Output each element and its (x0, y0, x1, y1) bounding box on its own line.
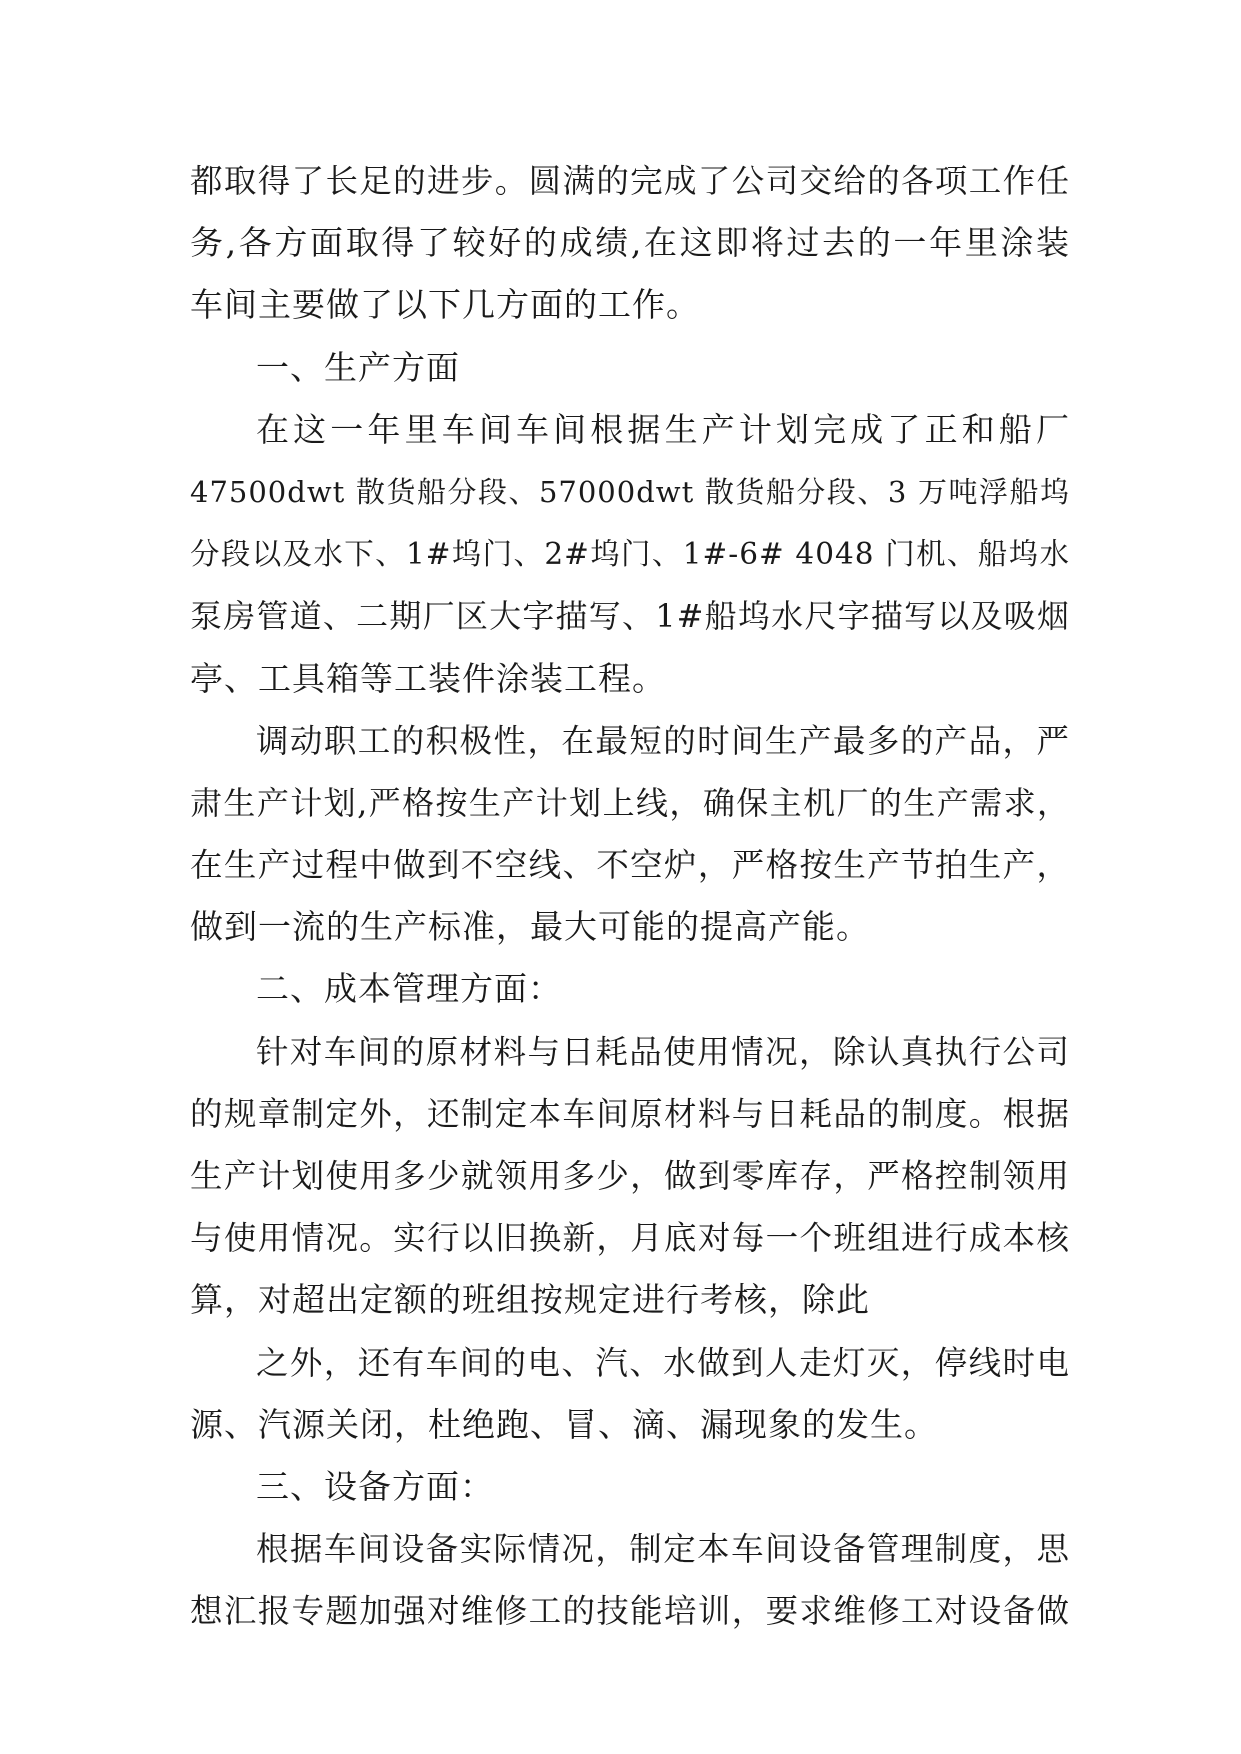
text-line: 算，对超出定额的班组按规定进行考核，除此 (190, 1280, 870, 1320)
section-heading: 二、成本管理方面： (256, 969, 562, 1009)
text-line: 针对车间的原材料与日耗品使用情况，除认真执行公司 (256, 1032, 1070, 1071)
text-line: 做到一流的生产标准，最大可能的提高产能。 (190, 907, 870, 947)
text-line: 之外，还有车间的电、汽、水做到人走灯灭，停线时电 (256, 1343, 1070, 1382)
text-line: 肃生产计划,严格按生产计划上线，确保主机厂的生产需求， (190, 783, 1070, 822)
text-line: 务,各方面取得了较好的成绩,在这即将过去的一年里涂装 (190, 223, 1070, 263)
text-line: 调动职工的积极性，在最短的时间生产最多的产品，严 (256, 721, 1070, 760)
section-heading: 三、设备方面： (256, 1466, 494, 1506)
text-line: 与使用情况。实行以旧换新，月底对每一个班组进行成本核 (190, 1219, 1070, 1258)
text-line: 根据车间设备实际情况，制定本车间设备管理制度，思 (256, 1530, 1070, 1569)
text-line: 车间主要做了以下几方面的工作。 (190, 285, 700, 325)
text-line: 想汇报专题加强对维修工的技能培训，要求维修工对设备做 (190, 1592, 1070, 1631)
document-body (190, 150, 1070, 1643)
text-line: 分段以及水下、1#坞门、2#坞门、1#-6# 4048 门机、船坞水 (190, 537, 1070, 572)
text-line: 都取得了长足的进步。圆满的完成了公司交给的各项工作任 (190, 162, 1070, 200)
text-line: 47500dwt 散货船分段、57000dwt 散货船分段、3 万吨浮船坞 (190, 474, 1070, 509)
text-line: 泵房管道、二期厂区大字描写、1#船坞水尺字描写以及吸烟 (190, 597, 1070, 636)
text-line: 生产计划使用多少就领用多少，做到零库存，严格控制领用 (190, 1157, 1070, 1195)
text-line: 在生产过程中做到不空线、不空炉，严格按生产节拍生产， (190, 846, 1070, 885)
section-heading: 一、生产方面 (256, 347, 460, 387)
text-line: 的规章制定外，还制定本车间原材料与日耗品的制度。根据 (190, 1094, 1070, 1133)
text-line: 亭、工具箱等工装件涂装工程。 (190, 658, 666, 698)
text-line: 在这一年里车间车间根据生产计划完成了正和船厂 (256, 409, 1070, 449)
text-line: 源、汽源关闭，杜绝跑、冒、滴、漏现象的发生。 (190, 1404, 938, 1444)
